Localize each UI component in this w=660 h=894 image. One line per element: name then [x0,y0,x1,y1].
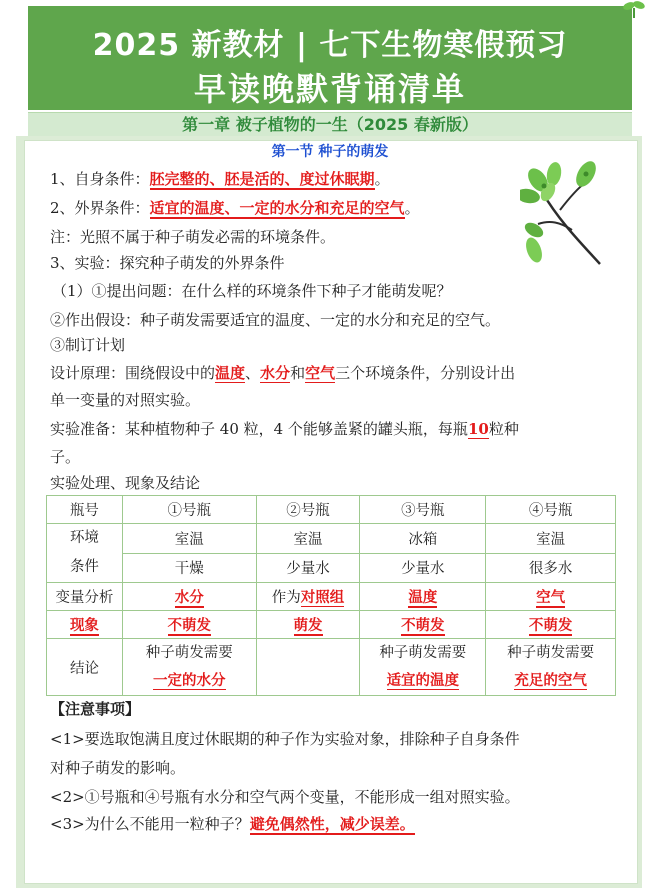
answer-cell: 不萌发 [528,617,573,634]
condition-internal [50,168,390,189]
table-cell: 少量水 [256,553,360,583]
table-cell [360,611,486,639]
notice-2: <2>①号瓶和④号瓶有水分和空气两个变量，不能形成一组对照实验。 [50,788,520,806]
design-text: 设计原理：围绕假设中的 [50,364,216,382]
table-row [47,524,616,554]
table-cell: 室温 [486,524,616,554]
table-row [47,496,616,524]
experiment-prep [50,418,519,439]
table-cell [256,583,360,611]
period: 。 [404,199,420,217]
answer-cell: 对照组 [300,589,345,606]
title-banner [28,6,632,110]
condition-internal-answer: 胚完整的、胚是活的、度过休眠期 [149,170,375,188]
notice-title: 【注意事项】 [50,700,141,718]
table-row [47,611,616,639]
table-cell [486,639,616,696]
answer-cell: 适宜的温度 [386,672,460,689]
table-cell [360,583,486,611]
table-header: ③号瓶 [360,496,486,524]
plant-illustration [520,152,610,270]
period: 。 [374,170,390,188]
design-text: 三个环境条件，分别设计出 [335,364,516,382]
notice-3-question: <3>为什么不能用一粒种子？ [50,815,250,833]
table-cell: 室温 [122,524,256,554]
table-header: ②号瓶 [256,496,360,524]
table-cell [486,611,616,639]
table-header: ①号瓶 [122,496,256,524]
answer-air: 空气 [305,364,336,382]
prep-text: 粒种 [488,420,519,438]
condition-external-answer: 适宜的温度、一定的水分和充足的空气 [149,199,405,217]
answer-cell: 充足的空气 [514,672,587,689]
table-header: ④号瓶 [486,496,616,524]
table-header: 瓶号 [47,496,123,524]
answer-cell: 空气 [536,589,566,606]
design-principle [50,362,515,383]
cell-text: 种子萌发需要 [507,645,595,661]
answer-cell: 不萌发 [167,617,211,634]
table-cell: 很多水 [486,553,616,583]
table-row [47,553,616,583]
answer-cell: 水分 [174,589,204,606]
table-row [47,583,616,611]
experiment-prep-cont: 子。 [50,448,81,466]
cell-text: 作为 [271,590,301,606]
phenomenon-label [47,611,123,639]
variable-label: 变量分析 [47,583,123,611]
cell-text: 种子萌发需要 [145,645,233,661]
step-plan: ③制订计划 [50,336,126,354]
banner-title-line2: 早读晚默背诵清单 [193,70,466,108]
table-cell [122,639,256,696]
answer-water: 水分 [260,364,291,382]
answer-cell: 一定的水分 [153,672,226,689]
section-title: 第一节 种子的萌发 [271,144,389,160]
env-label [47,524,123,583]
env-label-2: 条件 [69,559,99,575]
answer-cell: 萌发 [293,617,323,634]
step-question: （1）①提出问题：在什么样的环境条件下种子才能萌发呢？ [52,282,452,300]
table-cell [360,639,486,696]
chapter-heading: 第一章 被子植物的一生（2025 春新版） [28,112,632,137]
step-hypothesis: ②作出假设：种子萌发需要适宜的温度、一定的水分和充足的空气。 [50,311,501,329]
table-cell: 干燥 [122,553,256,583]
notice-3 [50,813,415,834]
note-line: 注：光照不属于种子萌发必需的环境条件。 [50,228,336,246]
sprout-icon [622,0,646,18]
design-principle-cont: 单一变量的对照实验。 [50,391,201,409]
condition-internal-label: 1、自身条件： [50,170,150,188]
design-text: 和 [290,364,306,382]
experiment-heading: 3、实验：探究种子萌发的外界条件 [50,254,285,272]
answer-cell: 温度 [408,589,438,606]
table-cell [122,583,256,611]
notice-3-answer: 避免偶然性，减少误差。 [249,815,415,833]
table-row [47,639,616,696]
notice-1-cont: 对种子萌发的影响。 [50,759,186,777]
table-cell [486,583,616,611]
table-cell [256,639,360,696]
design-text: 、 [245,364,261,382]
answer-cell: 不萌发 [401,617,445,634]
condition-external-label: 2、外界条件： [50,199,150,217]
table-cell: 冰箱 [360,524,486,554]
experiment-table [46,495,616,696]
notice-1: <1>要选取饱满且度过休眠期的种子作为实验对象，排除种子自身条件 [50,730,520,748]
table-cell [256,611,360,639]
table-cell [122,611,256,639]
table-cell: 少量水 [360,553,486,583]
cell-text: 种子萌发需要 [379,645,467,661]
env-label-1: 环境 [69,530,99,546]
conclusion-label: 结论 [47,639,123,696]
answer-cell: 现象 [69,617,99,634]
process-heading: 实验处理、现象及结论 [50,474,201,492]
table-cell: 室温 [256,524,360,554]
condition-external [50,197,420,218]
answer-seed-count: 10 [467,420,489,438]
answer-temperature: 温度 [215,364,246,382]
banner-title-line1: 2025 新教材 | 七下生物寒假预习 [92,28,568,63]
prep-text: 实验准备：某种植物种子 40 粒，4 个能够盖紧的罐头瓶，每瓶 [50,420,468,438]
